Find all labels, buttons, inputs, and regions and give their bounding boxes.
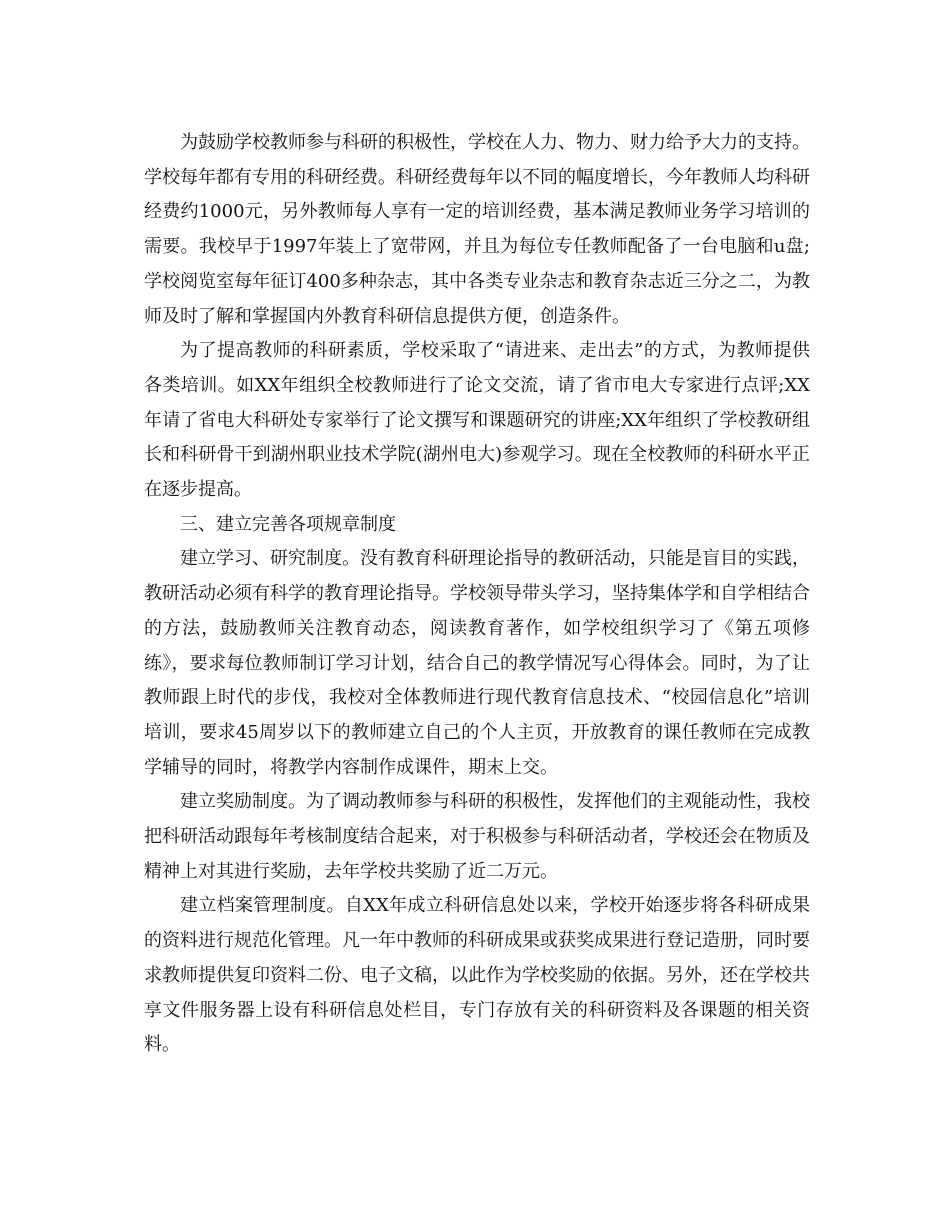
section-heading: 三、建立完善各项规章制度 (180, 513, 396, 535)
paragraph-study-system: 建立学习、研究制度。没有教育科研理论指导的教研活动，只能是盲目的实践，教研活动必须有科学的教育理论指导。学校领导带头学习，坚持集体学和自学相结合的方法，鼓励教师关注教育动态，阅读教育著作，如学校组织学习了《第五项修练》，要求每位教师制订学习计划，结合自己的教学情况写心得体会。同时，为了让教师跟上时代的步伐，我校对全体教师进行现代教育信息技术、“校园信息化”培训培训，要求45周岁以下的教师建立自己的个人主页，开放教育的课任教师在完成教学辅导的同时，将教学内容制作成课件，期末上交。 (144, 548, 810, 778)
document-page (144, 126, 810, 1063)
paragraph-research-funding: 为鼓励学校教师参与科研的积极性，学校在人力、物力、财力给予大力的支持。学校每年都有专用的科研经费。科研经费每年以不同的幅度增长，今年教师人均科研经费约1000元，另外教师每人享有一定的培训经费，基本满足教师业务学习培训的需要。我校早于1997年装上了宽带网，并且为每位专任教师配备了一台电脑和u盘;学校阅览室每年征订400多种杂志，其中各类专业杂志和教育杂志近三分之二，为教师及时了解和掌握国内外教育科研信息提供方便，创造条件。 (144, 132, 810, 327)
paragraph-archive-system: 建立档案管理制度。自XX年成立科研信息处以来，学校开始逐步将各科研成果的资料进行规范化管理。凡一年中教师的科研成果或获奖成果进行登记造册，同时要求教师提供复印资料二份、电子文稿，以此作为学校奖励的依据。另外，还在学校共享文件服务器上设有科研信息处栏目，专门存放有关的科研资料及各课题的相关资料。 (144, 895, 810, 1056)
paragraph-teacher-training: 为了提高教师的科研素质，学校采取了“请进来、走出去”的方式，为教师提供各类培训。如XX年组织全校教师进行了论文交流，请了省市电大专家进行点评;XX年请了省电大科研处专家举行了论文撰写和课题研究的讲座;XX年组织了学校教研组长和科研骨干到湖州职业技术学院(湖州电大)参观学习。现在全校教师的科研水平正在逐步提高。 (144, 340, 810, 501)
paragraph-reward-system: 建立奖励制度。为了调动教师参与科研的积极性，发挥他们的主观能动性，我校把科研活动跟每年考核制度结合起来，对于积极参与科研活动者，学校还会在物质及精神上对其进行奖励，去年学校共奖励了近二万元。 (144, 791, 810, 882)
